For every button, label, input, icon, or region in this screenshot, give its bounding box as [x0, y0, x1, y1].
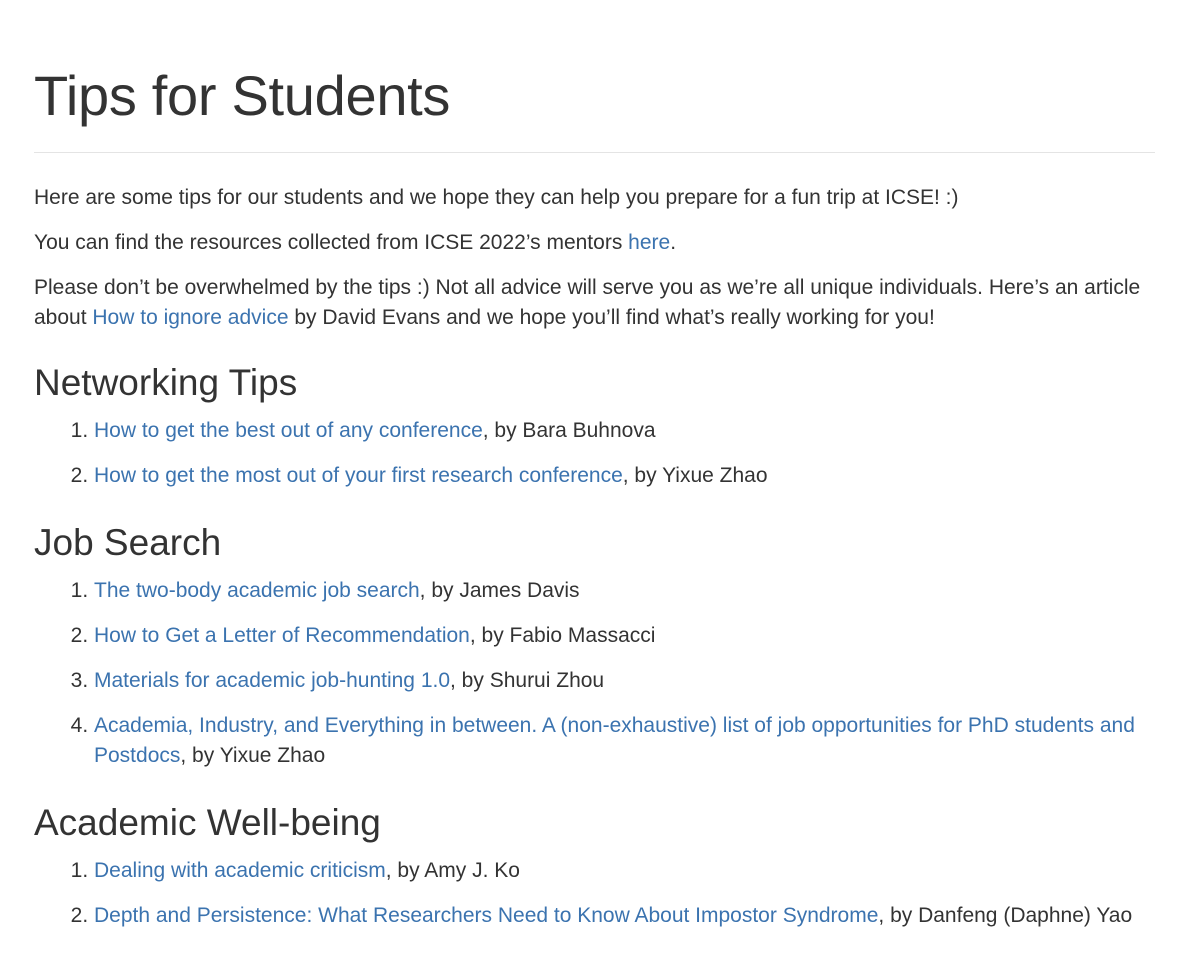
- advice-text: Please don’t be overwhelmed by the tips :) Not all advice will serve you as we’re all unique individuals. Here’s an article about: [34, 276, 1141, 329]
- article-author: , by Danfeng (Daphne) Yao: [878, 904, 1133, 927]
- article-author: , by Yixue Zhao: [622, 464, 768, 487]
- article-author: , by Bara Buhnova: [482, 419, 656, 442]
- list-item: [94, 461, 1155, 491]
- section-heading-networking: Networking Tips: [34, 362, 298, 403]
- page-title: Tips for Students: [34, 64, 451, 127]
- article-link[interactable]: How to Get a Letter of Recommendation: [94, 624, 470, 647]
- article-author: , by Yixue Zhao: [180, 744, 326, 767]
- wellbeing-list: [34, 856, 1155, 931]
- article-link[interactable]: Depth and Persistence: What Researchers Need to Know About Impostor Syndrome: [94, 904, 879, 927]
- list-item: [94, 416, 1155, 446]
- article-link[interactable]: How to get the most out of your first research conference: [94, 464, 623, 487]
- list-item: [94, 856, 1155, 886]
- resources-here-link[interactable]: here: [628, 231, 671, 254]
- job-search-list: [34, 576, 1155, 771]
- article-author: , by Shurui Zhou: [450, 669, 605, 692]
- resources-paragraph: [34, 228, 1155, 258]
- article-link[interactable]: The two-body academic job search: [94, 579, 420, 602]
- article-author: , by Amy J. Ko: [385, 859, 520, 882]
- ignore-advice-link[interactable]: How to ignore advice: [92, 306, 289, 329]
- list-item: [94, 711, 1155, 771]
- list-item: [94, 621, 1155, 651]
- section-heading-wellbeing: Academic Well-being: [34, 802, 381, 843]
- list-item: [94, 901, 1155, 931]
- article-link[interactable]: Materials for academic job-hunting 1.0: [94, 669, 451, 692]
- advice-text-end: by David Evans and we hope you’ll find what’s really working for you!: [288, 306, 935, 329]
- article-author: , by Fabio Massacci: [469, 624, 656, 647]
- list-item: [94, 666, 1155, 696]
- advice-paragraph: [34, 273, 1155, 333]
- section-heading-job-search: Job Search: [34, 522, 222, 563]
- article-link[interactable]: How to get the best out of any conference: [94, 419, 483, 442]
- intro-paragraph: Here are some tips for our students and we hope they can help you prepare for a fun trip at ICSE! :): [34, 186, 959, 209]
- title-divider: [34, 152, 1155, 153]
- article-link[interactable]: Dealing with academic criticism: [94, 859, 386, 882]
- networking-list: [34, 416, 1155, 491]
- article-link[interactable]: Academia, Industry, and Everything in between. A (non-exhaustive) list of job opportunities for PhD students and Postdocs: [94, 714, 1135, 767]
- resources-text-end: .: [670, 231, 677, 254]
- article-author: , by James Davis: [419, 579, 580, 602]
- list-item: [94, 576, 1155, 606]
- resources-text: You can find the resources collected from ICSE 2022’s mentors: [34, 231, 629, 254]
